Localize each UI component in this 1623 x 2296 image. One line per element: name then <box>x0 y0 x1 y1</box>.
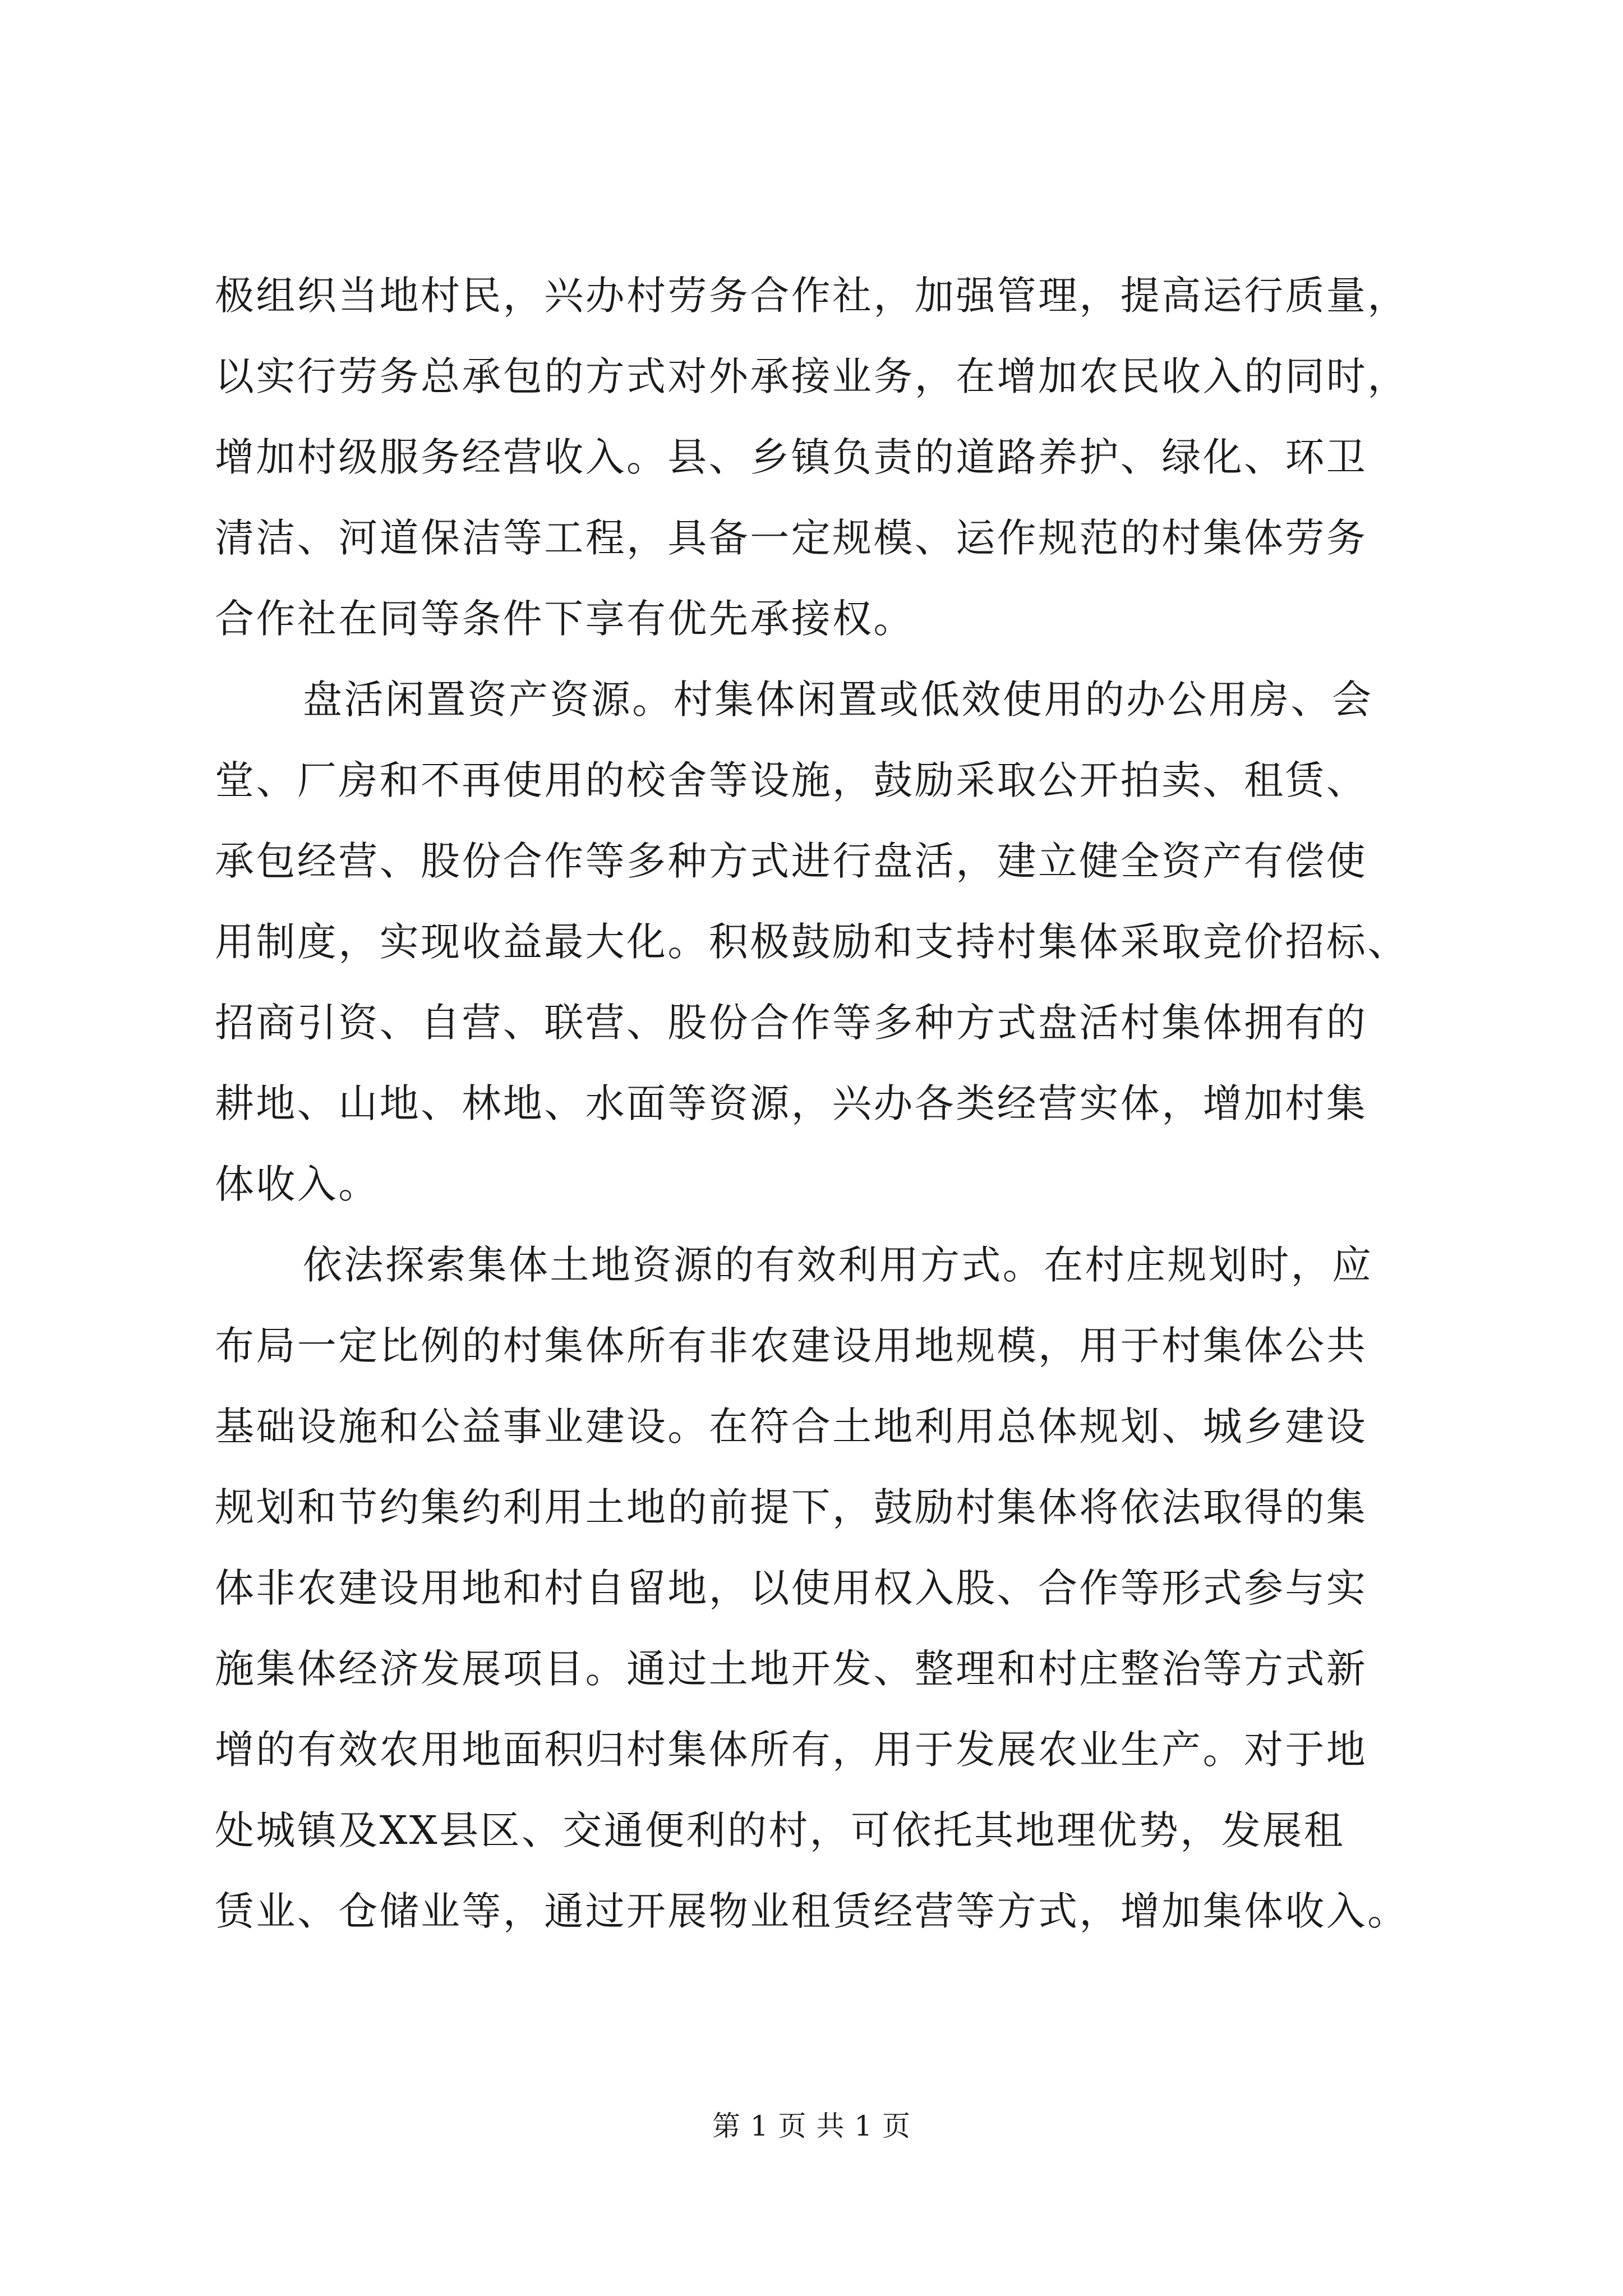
paragraph-3 <box>215 1225 1426 1952</box>
text-line: 清洁、河道保洁等工程，具备一定规模、运作规范的村集体劳务 <box>215 515 1368 561</box>
text-line: 依法探索集体土地资源的有效利用方式。在村庄规划时，应 <box>303 1242 1373 1288</box>
text-line: 增的有效农用地面积归村集体所有，用于发展农业生产。对于地 <box>215 1727 1368 1773</box>
text-line: 堂、厂房和不再使用的校舍等设施，鼓励采取公开拍卖、租赁、 <box>215 757 1368 803</box>
text-line: 用制度，实现收益最大化。积极鼓励和支持村集体采取竞价招标、 <box>215 919 1409 965</box>
text-line: 耕地、山地、林地、水面等资源，兴办各类经营实体，增加村集 <box>215 1080 1368 1126</box>
text-line: 合作社在同等条件下享有优先承接权。 <box>215 596 915 642</box>
text-line: 增加村级服务经营收入。县、乡镇负责的道路养护、绿化、环卫 <box>215 434 1368 480</box>
text-line: 规划和节约集约利用土地的前提下，鼓励村集体将依法取得的集 <box>215 1484 1368 1530</box>
text-line: 赁业、仓储业等，通过开展物业租赁经营等方式，增加集体收入。 <box>215 1888 1409 1934</box>
text-line: 布局一定比例的村集体所有非农建设用地规模，用于村集体公共 <box>215 1323 1368 1369</box>
page-number-footer: 第 1 页 共 1 页 <box>712 2110 911 2142</box>
document-body <box>215 255 1426 1952</box>
text-line: 盘活闲置资产资源。村集体闲置或低效使用的办公用房、会 <box>303 677 1373 723</box>
paragraph-2 <box>215 659 1426 1225</box>
text-line: 施集体经济发展项目。通过土地开发、整理和村庄整治等方式新 <box>215 1646 1368 1692</box>
text-line: 基础设施和公益事业建设。在符合土地利用总体规划、城乡建设 <box>215 1404 1368 1450</box>
text-line: 体收入。 <box>215 1161 380 1207</box>
text-line: 以实行劳务总承包的方式对外承接业务，在增加农民收入的同时， <box>215 353 1409 399</box>
text-line: 极组织当地村民，兴办村劳务合作社，加强管理，提高运行质量， <box>215 273 1409 319</box>
text-line: 招商引资、自营、联营、股份合作等多种方式盘活村集体拥有的 <box>215 1000 1368 1046</box>
text-line: 处城镇及XX县区、交通便利的村，可依托其地理优势，发展租 <box>215 1807 1345 1853</box>
paragraph-1 <box>215 255 1426 659</box>
text-line: 体非农建设用地和村自留地，以使用权入股、合作等形式参与实 <box>215 1565 1368 1611</box>
text-line: 承包经营、股份合作等多种方式进行盘活，建立健全资产有偿使 <box>215 838 1368 884</box>
